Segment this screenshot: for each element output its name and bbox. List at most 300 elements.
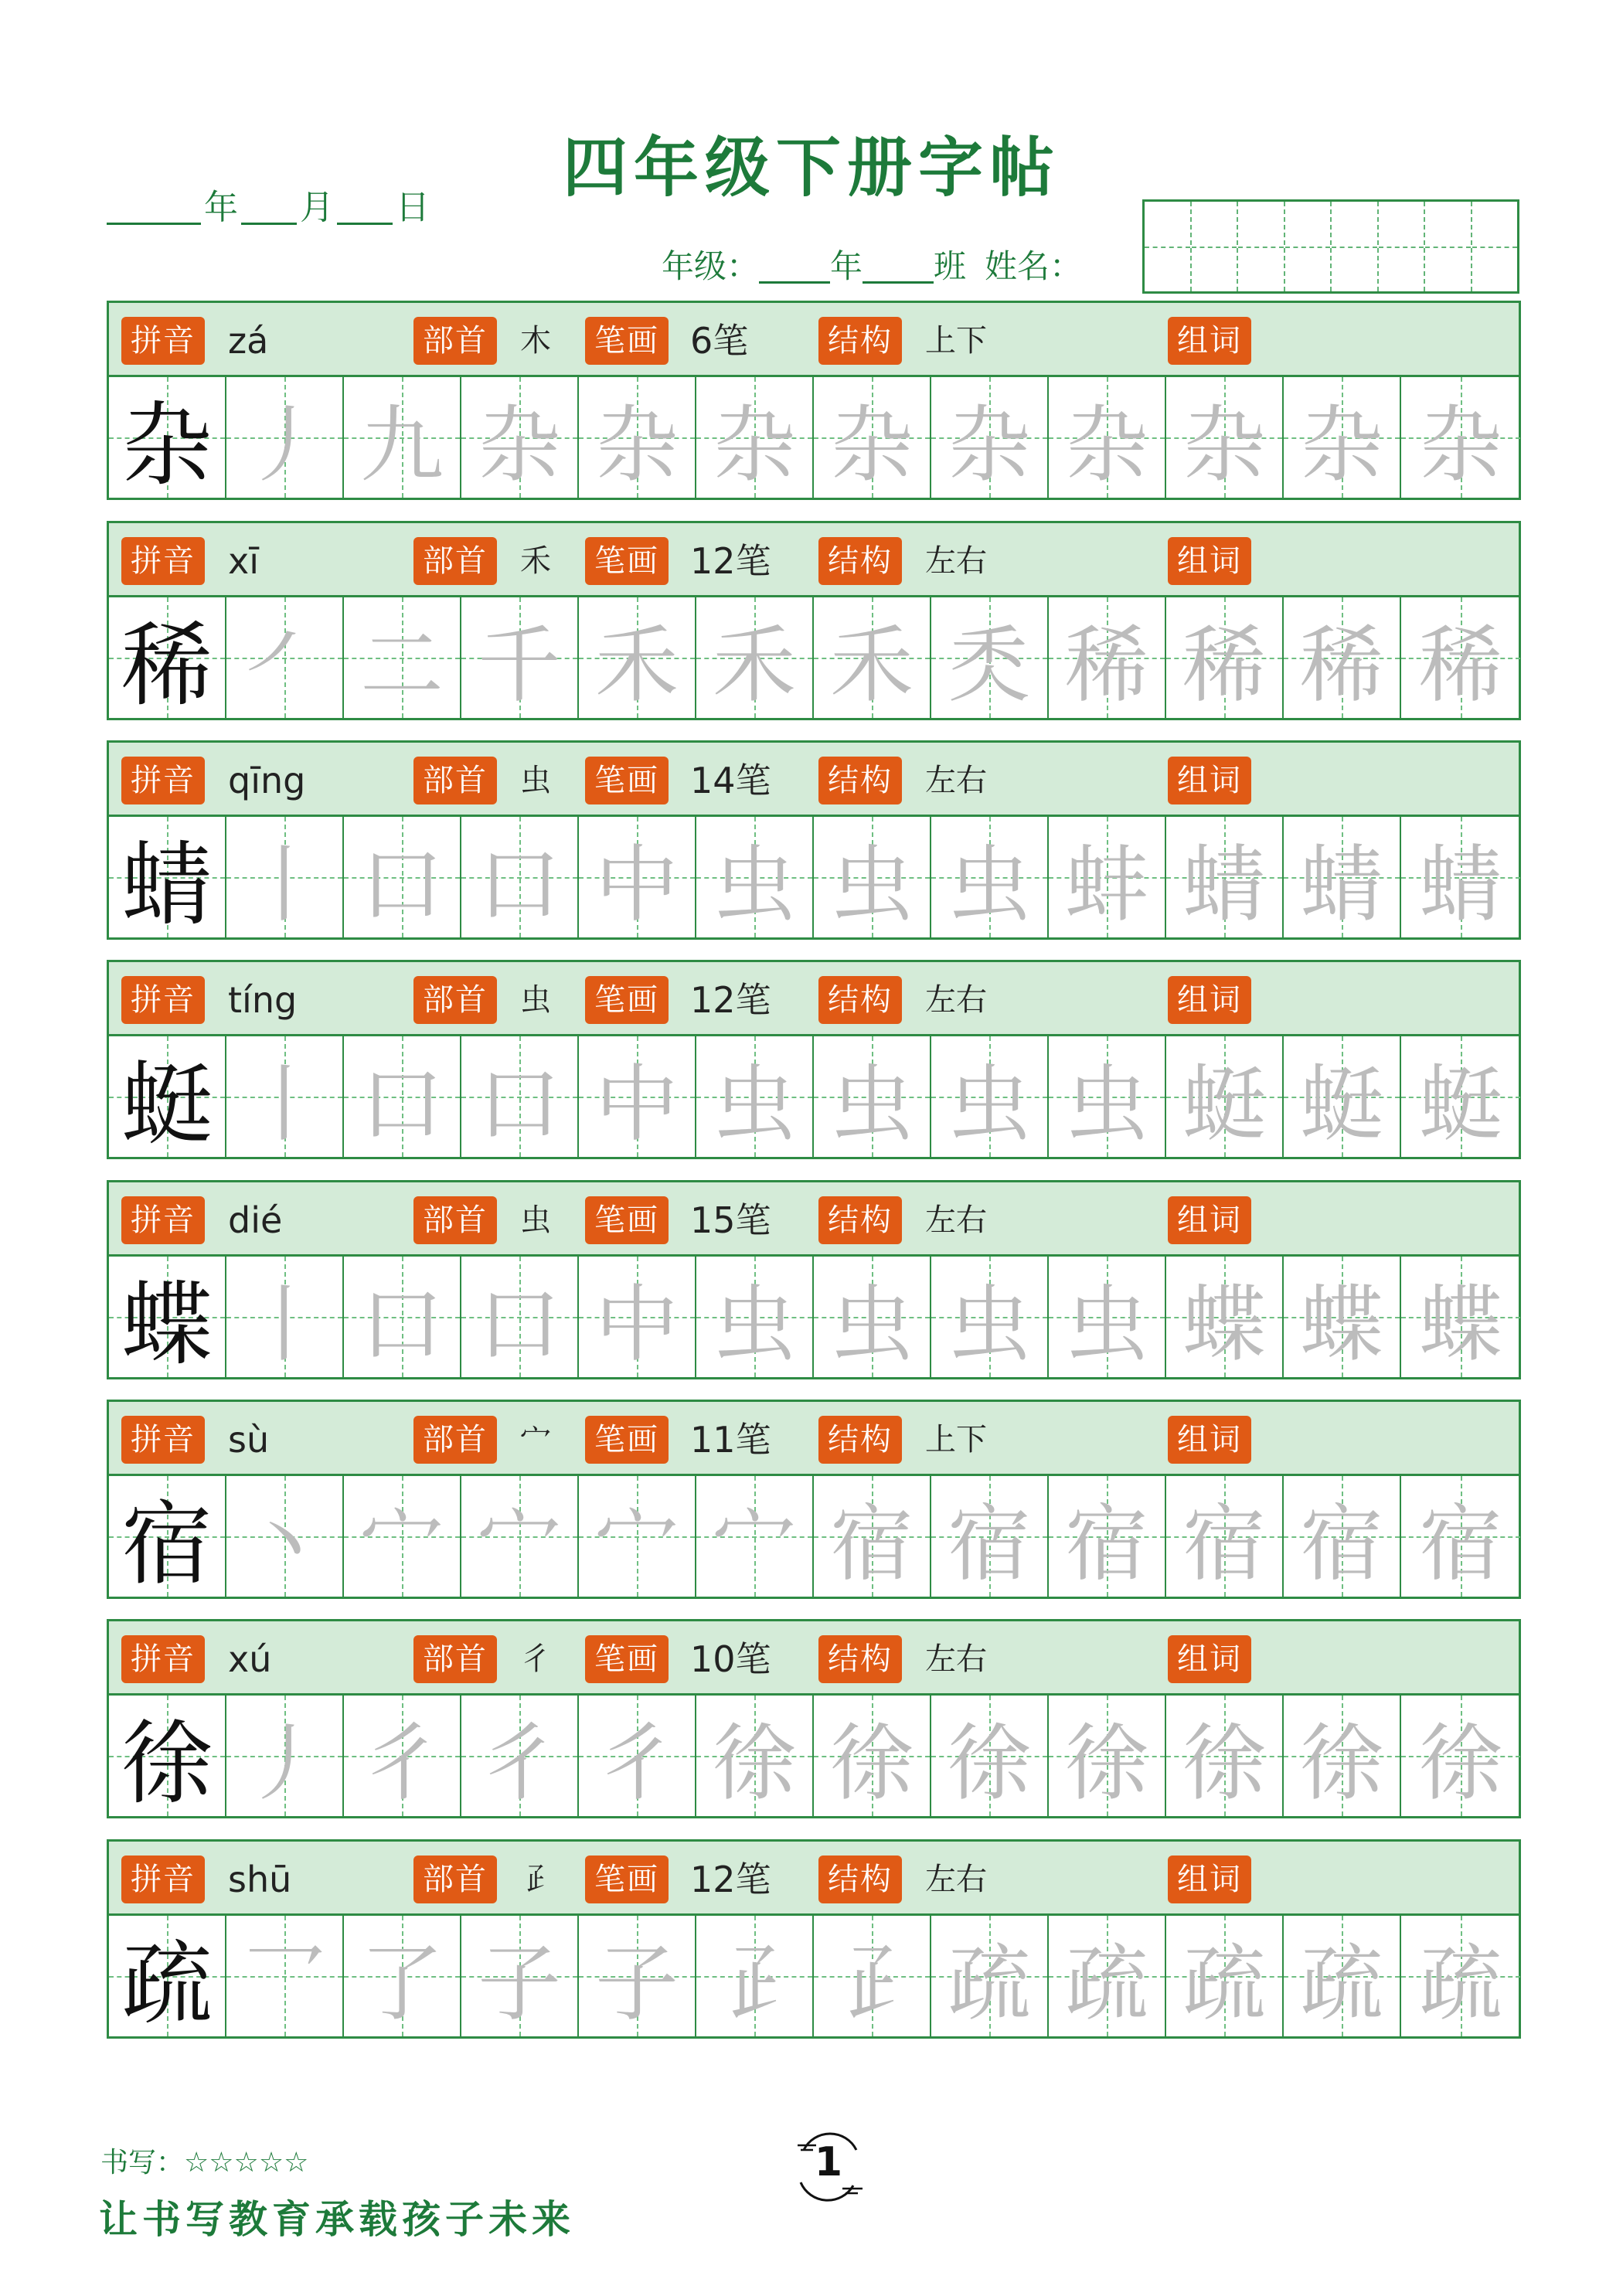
pinyin-value: dié [228,1199,283,1241]
trace-character: 蜻 [1299,836,1383,934]
character-info-bar [109,743,1519,817]
trace-character: 蜓 [1299,1056,1383,1153]
rating-stars[interactable]: 书写：☆☆☆☆☆ [100,2147,309,2179]
tracing-cell[interactable] [1284,597,1401,718]
trace-character: 疏 [1418,1935,1502,2032]
date-field [107,179,433,229]
structure-tag: 结构 [818,537,902,585]
trace-character: 杂 [947,396,1031,494]
structure-value: 左右 [925,763,987,798]
pinyin-tag: 拼音 [121,537,205,585]
strokes-value: 12笔 [690,540,771,582]
trace-character: 杂 [712,396,796,494]
month-blank[interactable] [241,223,297,225]
trace-character: 中 [594,1056,679,1153]
trace-character: 虫 [947,836,1031,934]
tracing-cell[interactable] [1401,1476,1520,1597]
strokes-tag: 笔画 [585,757,669,804]
day-label: 日 [396,188,430,227]
model-character: 杂 [121,392,213,498]
model-character-cell [109,1036,226,1157]
trace-character: 口 [359,1276,444,1373]
tracing-cell[interactable] [579,597,696,718]
radical-tag: 部首 [413,317,497,365]
trace-character: 口 [477,1276,561,1373]
trace-character: 禾 [712,617,796,714]
character-info-bar [109,1842,1519,1916]
name-cell[interactable] [1425,202,1472,291]
name-cell[interactable] [1238,202,1285,291]
tracing-cell[interactable] [1401,377,1520,498]
pinyin-tag: 拼音 [121,1196,205,1244]
tracing-cell[interactable] [1284,1916,1401,2036]
tracing-cell[interactable] [344,1476,461,1597]
tracing-cell[interactable] [1166,1916,1284,2036]
structure-value: 左右 [925,1202,987,1238]
practice-grid [109,817,1519,937]
character-info-bar [109,962,1519,1036]
trace-character: 口 [359,836,444,934]
tracing-cell[interactable] [226,1257,344,1377]
trace-character: 口 [477,1056,561,1153]
trace-character: 徐 [1064,1715,1148,1812]
name-cell[interactable] [1145,202,1192,291]
pinyin-tag: 拼音 [121,1416,205,1464]
tracing-cell[interactable] [1401,1257,1520,1377]
radical-value: 虫 [520,1202,551,1238]
trace-character: 丨 [242,836,326,934]
tracing-cell[interactable] [344,377,461,498]
structure-tag: 结构 [818,976,902,1024]
trace-character: 杂 [1418,396,1502,494]
tracing-cell[interactable] [579,1476,696,1597]
grade-year-label: 年 [830,247,863,285]
month-label: 月 [300,188,334,227]
trace-character: 了 [359,1935,444,2032]
strokes-value: 12笔 [690,979,771,1021]
practice-grid [109,1476,1519,1597]
pinyin-value: tíng [228,979,298,1021]
words-tag: 组词 [1168,1196,1251,1244]
trace-character: 宀 [712,1495,796,1593]
name-cell[interactable] [1192,202,1239,291]
trace-character: 彳 [477,1715,561,1812]
tracing-cell[interactable] [696,1916,814,2036]
words-tag: 组词 [1168,317,1251,365]
tracing-cell[interactable] [579,1916,696,2036]
tracing-cell[interactable] [696,1476,814,1597]
tracing-cell[interactable] [344,1257,461,1377]
structure-tag: 结构 [818,1856,902,1903]
radical-value: 虫 [520,982,551,1018]
tracing-cell[interactable] [461,1916,579,2036]
tracing-cell[interactable] [461,377,579,498]
trace-character: 丿 [242,396,326,494]
tracing-cell[interactable] [344,1916,461,2036]
tracing-cell[interactable] [814,597,931,718]
tracing-cell[interactable] [814,377,931,498]
trace-character: 杂 [1064,396,1148,494]
character-block [107,1180,1521,1379]
strokes-value: 10笔 [690,1638,771,1680]
tracing-cell[interactable] [579,377,696,498]
tracing-cell[interactable] [1049,817,1166,937]
tracing-cell[interactable] [226,377,344,498]
character-block [107,521,1521,720]
tracing-cell[interactable] [1401,1916,1520,2036]
radical-tag: 部首 [413,757,497,804]
structure-tag: 结构 [818,1196,902,1244]
trace-character: 蝶 [1418,1276,1502,1373]
trace-character: 稀 [1418,617,1502,714]
trace-character: 𤴔 [712,1935,796,2032]
trace-character: 稀 [1064,617,1148,714]
trace-character: 虫 [712,1056,796,1153]
trace-character: 稀 [1182,617,1266,714]
year-label: 年 [204,188,238,227]
structure-value: 上下 [925,1422,987,1458]
character-info-bar [109,303,1519,377]
grade-blank[interactable] [759,281,830,284]
trace-character: 彳 [594,1715,679,1812]
tracing-cell[interactable] [1284,817,1401,937]
trace-character: 中 [594,836,679,934]
tracing-cell[interactable] [461,1036,579,1157]
tracing-cell[interactable] [1166,1257,1284,1377]
model-character-cell [109,1916,226,2036]
year-blank[interactable] [107,223,201,225]
practice-grid [109,377,1519,498]
trace-character: 虫 [829,1276,914,1373]
practice-grid [109,1916,1519,2036]
words-tag: 组词 [1168,1635,1251,1683]
strokes-value: 6笔 [690,320,749,362]
tracing-cell[interactable] [226,1036,344,1157]
strokes-value: 11笔 [690,1419,771,1461]
trace-character: 蜻 [1418,836,1502,934]
strokes-tag: 笔画 [585,1196,669,1244]
model-character: 宿 [121,1491,213,1597]
practice-grid [109,1696,1519,1816]
radical-value: 彳 [520,1641,551,1677]
trace-character: 宀 [594,1495,679,1593]
day-blank[interactable] [337,223,393,225]
pinyin-value: qīng [228,760,306,801]
character-block [107,960,1521,1159]
tracing-cell[interactable] [226,597,344,718]
trace-character: 虫 [829,836,914,934]
trace-character: 虫 [829,1056,914,1153]
trace-character: 宀 [477,1495,561,1593]
trace-character: 疏 [1299,1935,1383,2032]
model-character-cell [109,817,226,937]
structure-tag: 结构 [818,757,902,804]
trace-character: 蜓 [1418,1056,1502,1153]
trace-character: 千 [477,617,561,714]
character-block [107,301,1521,500]
tracing-cell[interactable] [696,597,814,718]
model-character-cell [109,1257,226,1377]
trace-character: 杂 [829,396,914,494]
class-label: 班 [934,247,967,285]
trace-character: 宀 [359,1495,444,1593]
strokes-value: 15笔 [690,1199,771,1241]
strokes-tag: 笔画 [585,1416,669,1464]
practice-grid [109,1036,1519,1157]
radical-tag: 部首 [413,1416,497,1464]
tracing-cell[interactable] [931,1696,1049,1816]
page-title: 四年级下册字帖 [562,129,1060,206]
tracing-cell[interactable] [696,1696,814,1816]
model-character-cell [109,597,226,718]
trace-character: 丨 [242,1056,326,1153]
tracing-cell[interactable] [1284,1036,1401,1157]
structure-tag: 结构 [818,1635,902,1683]
character-block [107,1400,1521,1599]
tracing-cell[interactable] [696,1257,814,1377]
tracing-cell[interactable] [1166,817,1284,937]
tracing-cell[interactable] [1049,1696,1166,1816]
pinyin-tag: 拼音 [121,1856,205,1903]
tracing-cell[interactable] [1401,597,1520,718]
radical-tag: 部首 [413,1856,497,1903]
trace-character: 二 [359,617,444,714]
trace-character: 虫 [1064,1056,1148,1153]
tracing-cell[interactable] [344,597,461,718]
trace-character: 丨 [242,1276,326,1373]
practice-grid [109,597,1519,718]
trace-character: 𤴔 [829,1935,914,2032]
character-info-bar [109,523,1519,597]
tracing-cell[interactable] [344,817,461,937]
tracing-cell[interactable] [344,1696,461,1816]
trace-character: 徐 [1182,1715,1266,1812]
radical-value: 虫 [520,763,551,798]
tracing-cell[interactable] [461,1257,579,1377]
page-number [782,2124,875,2209]
tracing-cell[interactable] [1166,597,1284,718]
trace-character: 中 [594,1276,679,1373]
trace-character: 徐 [1418,1715,1502,1812]
trace-character: 虫 [947,1276,1031,1373]
trace-character: 杂 [594,396,679,494]
tracing-cell[interactable] [814,1476,931,1597]
tracing-cell[interactable] [461,817,579,937]
strokes-tag: 笔画 [585,537,669,585]
pinyin-value: xú [228,1638,272,1680]
tracing-cell[interactable] [226,817,344,937]
name-cell[interactable] [1332,202,1379,291]
trace-character: 疏 [1182,1935,1266,2032]
tracing-cell[interactable] [1049,1257,1166,1377]
tracing-cell[interactable] [461,1696,579,1816]
trace-character: 九 [359,396,444,494]
words-tag: 组词 [1168,1416,1251,1464]
tracing-cell[interactable] [1401,1696,1520,1816]
tracing-cell[interactable] [579,1036,696,1157]
model-character-cell [109,377,226,498]
trace-character: 稀 [1299,617,1383,714]
trace-character: 杂 [1182,396,1266,494]
model-character: 蜓 [121,1051,213,1158]
trace-character: 禾 [829,617,914,714]
name-grid[interactable] [1142,199,1519,294]
tracing-cell[interactable] [1049,597,1166,718]
character-info-bar [109,1402,1519,1476]
structure-tag: 结构 [818,1416,902,1464]
tracing-cell[interactable] [696,377,814,498]
trace-character: 口 [359,1056,444,1153]
pinyin-value: zá [228,320,269,362]
strokes-tag: 笔画 [585,1635,669,1683]
trace-character: 虫 [712,1276,796,1373]
trace-character: 宿 [1064,1495,1148,1593]
radical-tag: 部首 [413,976,497,1024]
structure-value: 上下 [925,323,987,359]
practice-grid [109,1257,1519,1377]
tracing-cell[interactable] [931,377,1049,498]
tracing-cell[interactable] [1284,1696,1401,1816]
name-cell[interactable] [1472,202,1518,291]
trace-character: 杂 [477,396,561,494]
trace-character: 蝶 [1182,1276,1266,1373]
tracing-cell[interactable] [931,1476,1049,1597]
tracing-cell[interactable] [226,1476,344,1597]
tracing-cell[interactable] [461,1476,579,1597]
name-cell[interactable] [1285,202,1332,291]
tracing-cell[interactable] [1166,1696,1284,1816]
tracing-cell[interactable] [931,1257,1049,1377]
tracing-cell[interactable] [1049,1476,1166,1597]
trace-character: 丿 [242,1715,326,1812]
class-info [662,241,1082,287]
model-character-cell [109,1696,226,1816]
pinyin-tag: 拼音 [121,1635,205,1683]
trace-character: 虫 [712,836,796,934]
trace-character: 宿 [1182,1495,1266,1593]
model-character: 疏 [121,1930,213,2037]
tracing-cell[interactable] [931,1036,1049,1157]
words-tag: 组词 [1168,757,1251,804]
tracing-cell[interactable] [1049,377,1166,498]
words-tag: 组词 [1168,976,1251,1024]
pinyin-value: sù [228,1419,270,1461]
structure-tag: 结构 [818,317,902,365]
trace-character: 蚌 [1064,836,1148,934]
name-cell[interactable] [1379,202,1426,291]
character-info-bar [109,1182,1519,1257]
trace-character: 子 [477,1935,561,2032]
tracing-cell[interactable] [1049,1036,1166,1157]
tracing-cell[interactable] [226,1696,344,1816]
trace-character: 徐 [1299,1715,1383,1812]
tracing-cell[interactable] [1166,1036,1284,1157]
structure-value: 左右 [925,543,987,579]
trace-character: 虫 [1064,1276,1148,1373]
pinyin-value: xī [228,540,260,582]
strokes-tag: 笔画 [585,976,669,1024]
structure-value: 左右 [925,1862,987,1897]
trace-character: 杂 [1299,396,1383,494]
tracing-cell[interactable] [344,1036,461,1157]
tracing-cell[interactable] [461,597,579,718]
tracing-cell[interactable] [931,817,1049,937]
tracing-cell[interactable] [579,817,696,937]
tracing-cell[interactable] [931,597,1049,718]
trace-character: 子 [594,1935,679,2032]
words-tag: 组词 [1168,537,1251,585]
tracing-cell[interactable] [814,1696,931,1816]
trace-character: 宿 [1299,1495,1383,1593]
trace-character: 虫 [947,1056,1031,1153]
page-number-text: 1 [814,2139,843,2185]
tracing-cell[interactable] [1284,1476,1401,1597]
tracing-cell[interactable] [814,1036,931,1157]
trace-character: 口 [477,836,561,934]
tracing-cell[interactable] [1401,817,1520,937]
tracing-cell[interactable] [579,1696,696,1816]
strokes-tag: 笔画 [585,317,669,365]
trace-character: 蜻 [1182,836,1266,934]
radical-tag: 部首 [413,1196,497,1244]
tracing-cell[interactable] [931,1916,1049,2036]
pinyin-tag: 拼音 [121,317,205,365]
tracing-cell[interactable] [814,1257,931,1377]
trace-character: 疏 [947,1935,1031,2032]
pinyin-tag: 拼音 [121,976,205,1024]
tracing-cell[interactable] [579,1257,696,1377]
grade-label: 年级： [662,247,760,285]
character-info-bar [109,1621,1519,1696]
tracing-cell[interactable] [1049,1916,1166,2036]
trace-character: 徐 [947,1715,1031,1812]
tracing-cell[interactable] [1166,377,1284,498]
trace-character: 秂 [947,617,1031,714]
radical-tag: 部首 [413,1635,497,1683]
footer-slogan: 让书写教育承载孩子未来 [99,2196,575,2242]
radical-tag: 部首 [413,537,497,585]
tracing-cell[interactable] [814,1916,931,2036]
trace-character: 蝶 [1299,1276,1383,1373]
tracing-cell[interactable] [1401,1036,1520,1157]
class-blank[interactable] [863,281,934,284]
tracing-cell[interactable] [696,817,814,937]
radical-value: 木 [520,323,551,359]
radical-value: 禾 [520,543,551,579]
trace-character: 徐 [712,1715,796,1812]
character-block [107,740,1521,940]
character-block [107,1619,1521,1818]
model-character: 蝶 [121,1271,213,1378]
radical-value: 宀 [520,1422,551,1458]
name-label: 姓名： [985,247,1083,285]
model-character-cell [109,1476,226,1597]
words-tag: 组词 [1168,1856,1251,1903]
strokes-value: 12笔 [690,1859,771,1900]
tracing-cell[interactable] [226,1916,344,2036]
strokes-value: 14笔 [690,760,771,801]
tracing-cell[interactable] [814,817,931,937]
tracing-cell[interactable] [1166,1476,1284,1597]
pinyin-tag: 拼音 [121,757,205,804]
trace-character: 乛 [242,1935,326,2032]
character-block [107,1839,1521,2039]
tracing-cell[interactable] [696,1036,814,1157]
tracing-cell[interactable] [1284,1257,1401,1377]
tracing-cell[interactable] [1284,377,1401,498]
trace-character: 蜓 [1182,1056,1266,1153]
trace-character: 禾 [594,617,679,714]
